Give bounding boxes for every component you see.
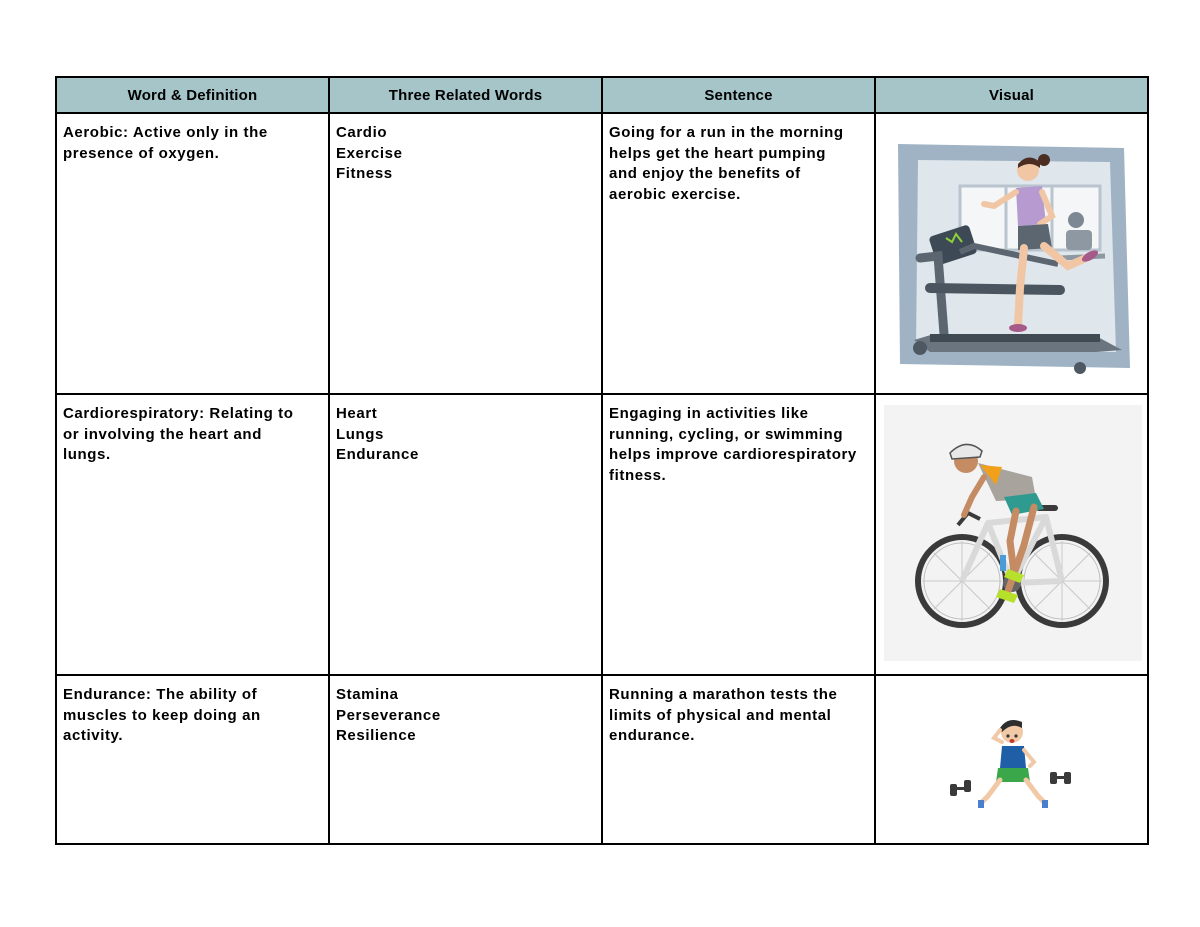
header-related-words: Three Related Words [329,77,602,113]
treadmill-runner-icon [890,138,1136,378]
definition-line: presence of oxygen. [63,144,220,162]
visual-cell [875,113,1148,394]
header-row [56,77,1148,113]
related-word: Lungs [336,425,384,443]
definition-cell [56,675,329,844]
sentence-cell [602,675,875,844]
visual-cell [875,394,1148,675]
sentence-line: and enjoy the benefits of [609,165,801,182]
definition-line: lungs. [63,446,111,463]
visual-cell [875,675,1148,844]
related-words-cell [329,394,602,675]
table-row [56,675,1148,844]
related-words-cell [329,675,602,844]
definition-cell [56,394,329,675]
definition-line: muscles to keep doing an [63,706,261,724]
sentence-line: Engaging in activities like [609,405,809,422]
sentence-line: aerobic exercise. [609,185,741,203]
definition-cell [56,113,329,394]
related-word: Stamina [336,686,399,703]
header-sentence: Sentence [602,77,875,113]
related-word: Endurance [336,446,419,463]
definition-line: or involving the heart and [63,425,262,443]
definition-line: Aerobic: Active only in the [63,124,268,141]
definition-line: Cardiorespiratory: Relating to [63,405,294,422]
sentence-line: endurance. [609,727,696,744]
sentence-cell [602,394,875,675]
sentence-line: running, cycling, or swimming [609,425,844,443]
tired-boy-dumbbell-icon [942,712,1082,812]
sentence-line: fitness. [609,466,667,484]
table-row [56,113,1148,394]
sentence-line: helps improve cardiorespiratory [609,446,857,463]
related-word: Heart [336,405,378,422]
cyclist-icon [884,405,1142,661]
related-words-cell [329,113,602,394]
sentence-cell [602,113,875,394]
sentence-line: Going for a run in the morning [609,124,844,141]
related-word: Resilience [336,727,417,744]
definition-line: Endurance: The ability of [63,686,258,703]
related-word: Cardio [336,124,388,141]
sentence-line: Running a marathon tests the [609,686,838,703]
header-visual: Visual [875,77,1148,113]
related-word: Perseverance [336,706,441,724]
header-word-definition: Word & Definition [56,77,329,113]
definition-line: activity. [63,727,124,744]
sentence-line: limits of physical and mental [609,706,832,724]
related-word: Exercise [336,144,403,162]
related-word: Fitness [336,165,393,182]
sentence-line: helps get the heart pumping [609,144,827,162]
table-row [56,394,1148,675]
vocabulary-table [55,76,1149,845]
